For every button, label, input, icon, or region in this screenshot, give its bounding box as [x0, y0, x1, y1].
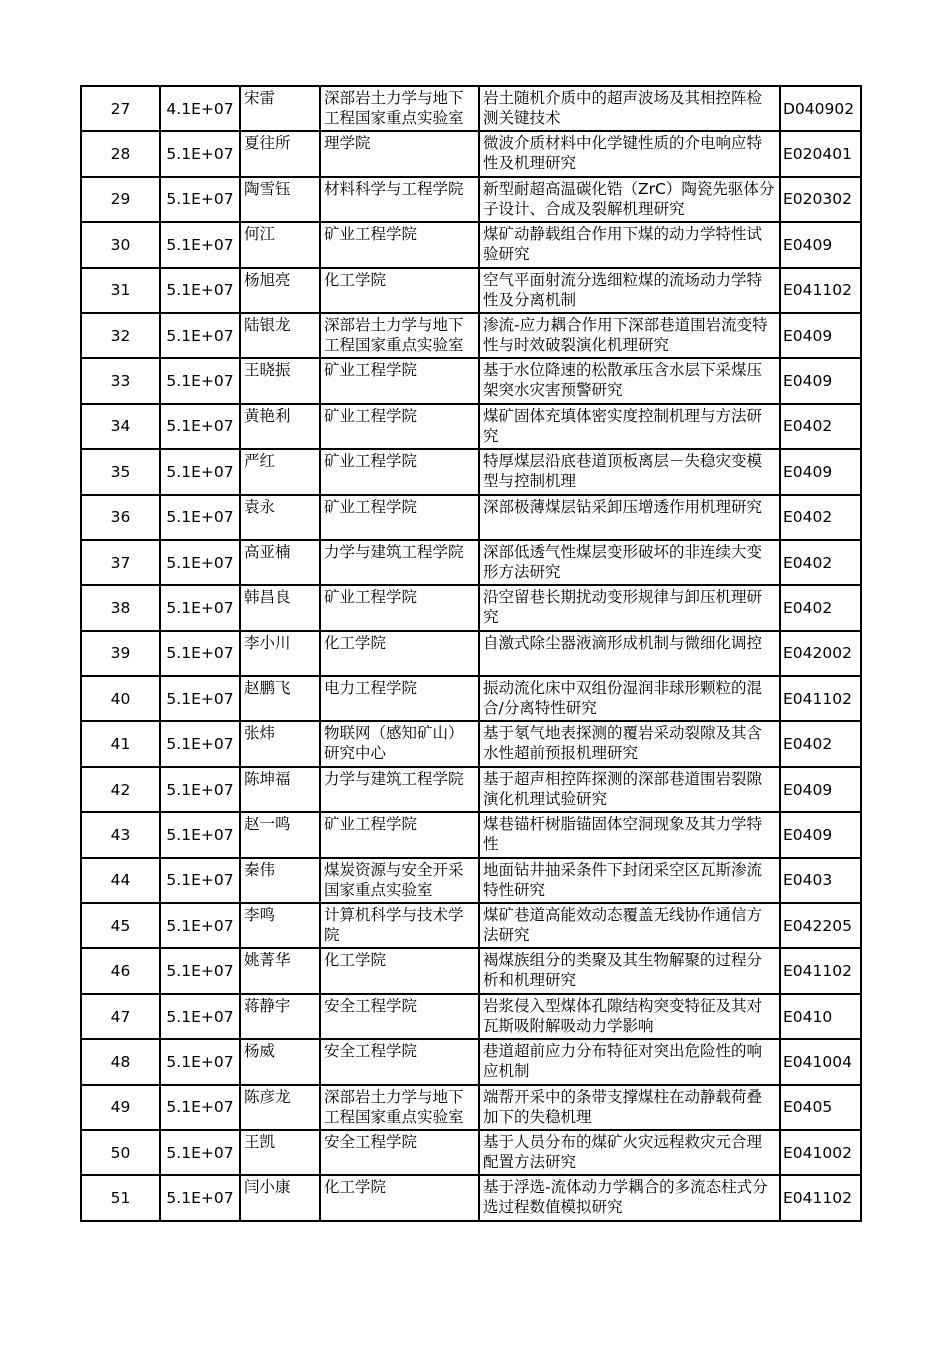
row-number: 42 — [81, 767, 160, 812]
table-row — [81, 948, 861, 993]
project-table — [80, 85, 862, 1222]
project-title: 岩土随机介质中的超声波场及其相控阵检测关键技术 — [479, 86, 780, 131]
person-name: 杨旭亮 — [240, 268, 320, 313]
subject-code: E0409 — [780, 358, 861, 403]
row-number: 51 — [81, 1175, 160, 1220]
unit-name: 化工学院 — [320, 631, 479, 676]
unit-name: 矿业工程学院 — [320, 358, 479, 403]
unit-name: 深部岩土力学与地下工程国家重点实验室 — [320, 1085, 479, 1130]
amount-cell: 5.1E+07 — [160, 676, 240, 721]
project-title: 深部低透气性煤层变形破坏的非连续大变形方法研究 — [479, 540, 780, 585]
table-row — [81, 1130, 861, 1175]
table-row — [81, 903, 861, 948]
person-name: 赵一鸣 — [240, 812, 320, 857]
person-name: 姚菁华 — [240, 948, 320, 993]
person-name: 宋雷 — [240, 86, 320, 131]
row-number: 29 — [81, 177, 160, 222]
table-row — [81, 585, 861, 630]
subject-code: D040902 — [780, 86, 861, 131]
person-name: 何江 — [240, 222, 320, 267]
amount-cell: 5.1E+07 — [160, 994, 240, 1039]
row-number: 28 — [81, 131, 160, 176]
project-title: 褐煤族组分的类聚及其生物解聚的过程分析和机理研究 — [479, 948, 780, 993]
amount-cell: 4.1E+07 — [160, 86, 240, 131]
person-name: 杨威 — [240, 1039, 320, 1084]
unit-name: 矿业工程学院 — [320, 449, 479, 494]
table-body — [81, 86, 861, 1221]
unit-name: 矿业工程学院 — [320, 585, 479, 630]
row-number: 30 — [81, 222, 160, 267]
table-row — [81, 358, 861, 403]
unit-name: 电力工程学院 — [320, 676, 479, 721]
row-number: 27 — [81, 86, 160, 131]
person-name: 袁永 — [240, 495, 320, 540]
amount-cell: 5.1E+07 — [160, 540, 240, 585]
unit-name: 矿业工程学院 — [320, 495, 479, 540]
project-title: 空气平面射流分选细粒煤的流场动力学特性及分离机制 — [479, 268, 780, 313]
amount-cell: 5.1E+07 — [160, 313, 240, 358]
row-number: 47 — [81, 994, 160, 1039]
unit-name: 深部岩土力学与地下工程国家重点实验室 — [320, 86, 479, 131]
amount-cell: 5.1E+07 — [160, 1130, 240, 1175]
subject-code: E041004 — [780, 1039, 861, 1084]
person-name: 闫小康 — [240, 1175, 320, 1220]
table-row — [81, 812, 861, 857]
person-name: 黄艳利 — [240, 404, 320, 449]
subject-code: E0402 — [780, 540, 861, 585]
row-number: 31 — [81, 268, 160, 313]
amount-cell: 5.1E+07 — [160, 858, 240, 903]
unit-name: 力学与建筑工程学院 — [320, 767, 479, 812]
subject-code: E042002 — [780, 631, 861, 676]
project-title: 煤巷锚杆树脂锚固体空洞现象及其力学特性 — [479, 812, 780, 857]
project-title: 岩浆侵入型煤体孔隙结构突变特征及其对瓦斯吸附解吸动力学影响 — [479, 994, 780, 1039]
table-row — [81, 131, 861, 176]
person-name: 陆银龙 — [240, 313, 320, 358]
amount-cell: 5.1E+07 — [160, 948, 240, 993]
amount-cell: 5.1E+07 — [160, 1085, 240, 1130]
project-title: 特厚煤层沿底巷道顶板离层－失稳灾变模型与控制机理 — [479, 449, 780, 494]
person-name: 蒋静宇 — [240, 994, 320, 1039]
amount-cell: 5.1E+07 — [160, 358, 240, 403]
row-number: 33 — [81, 358, 160, 403]
unit-name: 矿业工程学院 — [320, 404, 479, 449]
person-name: 陶雪钰 — [240, 177, 320, 222]
subject-code: E0402 — [780, 585, 861, 630]
amount-cell: 5.1E+07 — [160, 449, 240, 494]
project-title: 基于超声相控阵探测的深部巷道围岩裂隙演化机理试验研究 — [479, 767, 780, 812]
person-name: 李鸣 — [240, 903, 320, 948]
subject-code: E0409 — [780, 313, 861, 358]
project-title: 沿空留巷长期扰动变形规律与卸压机理研究 — [479, 585, 780, 630]
row-number: 35 — [81, 449, 160, 494]
amount-cell: 5.1E+07 — [160, 812, 240, 857]
amount-cell: 5.1E+07 — [160, 1175, 240, 1220]
unit-name: 化工学院 — [320, 268, 479, 313]
project-title: 端帮开采中的条带支撑煤柱在动静载荷叠加下的失稳机理 — [479, 1085, 780, 1130]
table-row — [81, 86, 861, 131]
unit-name: 深部岩土力学与地下工程国家重点实验室 — [320, 313, 479, 358]
project-title: 基于氡气地表探测的覆岩采动裂隙及其含水性超前预报机理研究 — [479, 721, 780, 766]
unit-name: 化工学院 — [320, 1175, 479, 1220]
amount-cell: 5.1E+07 — [160, 631, 240, 676]
person-name: 陈坤福 — [240, 767, 320, 812]
subject-code: E041102 — [780, 1175, 861, 1220]
project-title: 深部极薄煤层钻采卸压增透作用机理研究 — [479, 495, 780, 540]
row-number: 36 — [81, 495, 160, 540]
unit-name: 煤炭资源与安全开采国家重点实验室 — [320, 858, 479, 903]
amount-cell: 5.1E+07 — [160, 177, 240, 222]
person-name: 严红 — [240, 449, 320, 494]
unit-name: 矿业工程学院 — [320, 222, 479, 267]
unit-name: 化工学院 — [320, 948, 479, 993]
table-row — [81, 767, 861, 812]
table-row — [81, 1175, 861, 1220]
subject-code: E042205 — [780, 903, 861, 948]
subject-code: E0409 — [780, 222, 861, 267]
row-number: 41 — [81, 721, 160, 766]
person-name: 夏往所 — [240, 131, 320, 176]
row-number: 43 — [81, 812, 160, 857]
amount-cell: 5.1E+07 — [160, 721, 240, 766]
unit-name: 安全工程学院 — [320, 1039, 479, 1084]
person-name: 韩昌良 — [240, 585, 320, 630]
table-row — [81, 268, 861, 313]
subject-code: E041102 — [780, 948, 861, 993]
person-name: 张炜 — [240, 721, 320, 766]
subject-code: E041102 — [780, 676, 861, 721]
subject-code: E041002 — [780, 1130, 861, 1175]
subject-code: E0402 — [780, 495, 861, 540]
row-number: 39 — [81, 631, 160, 676]
table-row — [81, 994, 861, 1039]
table-row — [81, 404, 861, 449]
person-name: 李小川 — [240, 631, 320, 676]
row-number: 34 — [81, 404, 160, 449]
subject-code: E0409 — [780, 812, 861, 857]
project-title: 巷道超前应力分布特征对突出危险性的响应机制 — [479, 1039, 780, 1084]
person-name: 王凯 — [240, 1130, 320, 1175]
project-title: 自激式除尘器液滴形成机制与微细化调控 — [479, 631, 780, 676]
row-number: 40 — [81, 676, 160, 721]
table-row — [81, 313, 861, 358]
subject-code: E0403 — [780, 858, 861, 903]
table-row — [81, 631, 861, 676]
project-title: 地面钻井抽采条件下封闭采空区瓦斯渗流特性研究 — [479, 858, 780, 903]
subject-code: E0409 — [780, 449, 861, 494]
subject-code: E041102 — [780, 268, 861, 313]
row-number: 38 — [81, 585, 160, 630]
unit-name: 计算机科学与技术学院 — [320, 903, 479, 948]
amount-cell: 5.1E+07 — [160, 131, 240, 176]
table-row — [81, 177, 861, 222]
subject-code: E0402 — [780, 721, 861, 766]
project-title: 振动流化床中双组份湿润非球形颗粒的混合/分离特性研究 — [479, 676, 780, 721]
project-title: 煤矿动静载组合作用下煤的动力学特性试验研究 — [479, 222, 780, 267]
amount-cell: 5.1E+07 — [160, 903, 240, 948]
amount-cell: 5.1E+07 — [160, 585, 240, 630]
amount-cell: 5.1E+07 — [160, 268, 240, 313]
unit-name: 矿业工程学院 — [320, 812, 479, 857]
project-title: 微波介质材料中化学键性质的介电响应特性及机理研究 — [479, 131, 780, 176]
subject-code: E0402 — [780, 404, 861, 449]
amount-cell: 5.1E+07 — [160, 404, 240, 449]
table-row — [81, 1039, 861, 1084]
row-number: 37 — [81, 540, 160, 585]
table-row — [81, 858, 861, 903]
table-row — [81, 676, 861, 721]
unit-name: 力学与建筑工程学院 — [320, 540, 479, 585]
amount-cell: 5.1E+07 — [160, 222, 240, 267]
person-name: 高亚楠 — [240, 540, 320, 585]
amount-cell: 5.1E+07 — [160, 1039, 240, 1084]
person-name: 陈彦龙 — [240, 1085, 320, 1130]
table-row — [81, 495, 861, 540]
row-number: 45 — [81, 903, 160, 948]
row-number: 50 — [81, 1130, 160, 1175]
person-name: 赵鹏飞 — [240, 676, 320, 721]
person-name: 秦伟 — [240, 858, 320, 903]
unit-name: 安全工程学院 — [320, 994, 479, 1039]
project-title: 煤矿巷道高能效动态覆盖无线协作通信方法研究 — [479, 903, 780, 948]
amount-cell: 5.1E+07 — [160, 495, 240, 540]
subject-code: E0409 — [780, 767, 861, 812]
table-row — [81, 721, 861, 766]
table-row — [81, 1085, 861, 1130]
unit-name: 安全工程学院 — [320, 1130, 479, 1175]
amount-cell: 5.1E+07 — [160, 767, 240, 812]
project-title: 渗流-应力耦合作用下深部巷道围岩流变特性与时效破裂演化机理研究 — [479, 313, 780, 358]
project-title: 煤矿固体充填体密实度控制机理与方法研究 — [479, 404, 780, 449]
person-name: 王晓振 — [240, 358, 320, 403]
subject-code: E0405 — [780, 1085, 861, 1130]
project-title: 基于浮选-流体动力学耦合的多流态柱式分选过程数值模拟研究 — [479, 1175, 780, 1220]
row-number: 44 — [81, 858, 160, 903]
row-number: 49 — [81, 1085, 160, 1130]
row-number: 46 — [81, 948, 160, 993]
unit-name: 理学院 — [320, 131, 479, 176]
row-number: 48 — [81, 1039, 160, 1084]
subject-code: E020302 — [780, 177, 861, 222]
unit-name: 物联网（感知矿山）研究中心 — [320, 721, 479, 766]
table-row — [81, 222, 861, 267]
unit-name: 材料科学与工程学院 — [320, 177, 479, 222]
subject-code: E0410 — [780, 994, 861, 1039]
subject-code: E020401 — [780, 131, 861, 176]
project-title: 新型耐超高温碳化锆（ZrC）陶瓷先驱体分子设计、合成及裂解机理研究 — [479, 177, 780, 222]
project-title: 基于人员分布的煤矿火灾远程救灾元合理配置方法研究 — [479, 1130, 780, 1175]
row-number: 32 — [81, 313, 160, 358]
table-row — [81, 540, 861, 585]
project-title: 基于水位降速的松散承压含水层下采煤压架突水灾害预警研究 — [479, 358, 780, 403]
table-row — [81, 449, 861, 494]
